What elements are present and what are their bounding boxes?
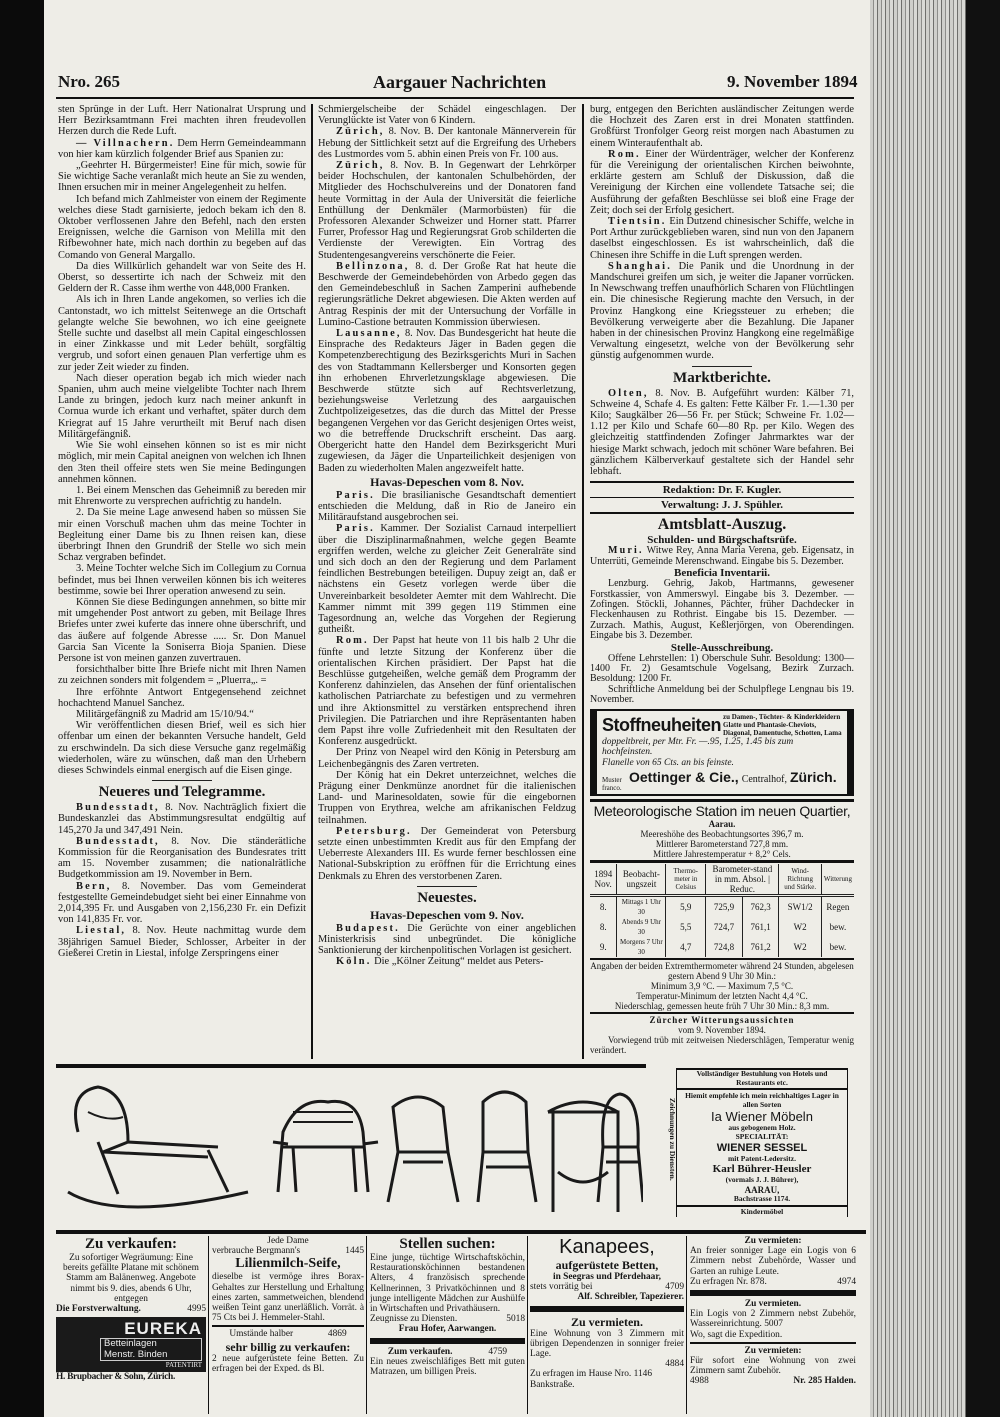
verwaltung: Verwaltung: J. J. Spühler. xyxy=(660,499,784,512)
moebel-addr: Bachstrasse 1174. xyxy=(733,1193,791,1203)
moebel-top: Vollständiger Bestuhlung von Hotels und Restaurants etc. xyxy=(677,1070,847,1090)
eureka-ad xyxy=(56,1317,206,1372)
meteo-cell: W2 xyxy=(779,917,821,937)
article-paragraph xyxy=(58,104,306,138)
paragraph-text: Wir veröffentlichen diesen Brief, weil es sich hier offenbar um einen der bekannten Versuche handelt, Geld zu erschwindeln. Da sich diese Versuche ganz regelmäßig wiederholen, wäre zu wünschen, daß man den Urhebern dieses Schwindels einmal energisch auf die Eisen ginge. xyxy=(58,720,306,776)
moebel-side-text: Zeichnungen zu Diensten. xyxy=(668,1098,677,1181)
meteo-cell: 761,1 xyxy=(742,917,779,937)
chair-drawing xyxy=(478,1092,536,1202)
paragraph-text: Der Gemeinderat von Petersburg setzte einen unbestimmten Kredit aus für den Empfang der Ueberreste Alexanders III. Es wurde ferner beschlossen eine National-Subskription zu eröffnen für die Errichtung eines Denkmals zu Ehren des verstorbenen Zaren. xyxy=(318,825,576,882)
article-paragraph xyxy=(58,836,306,881)
rocking-chair-drawing xyxy=(68,1087,248,1207)
ad-text: Für sofort eine Wohnung von zwei Zimmern samt Zubehör. xyxy=(690,1356,856,1377)
meteo-cell: W2 xyxy=(779,937,821,957)
paragraph-text: 8. Nov. Nachträglich fixiert die Bundeskanzlei das Abstimmungsresultat endgültig auf 145,270 Ja und 347,491 Nein. xyxy=(58,802,306,836)
meteo-cell: 725,9 xyxy=(706,896,743,918)
moebel-spec: SPECIALITÄT: xyxy=(735,1131,789,1141)
paragraph-text: 8. Nov. B. Aufgeführt wurden: Kälber 71, Schweine 4, Schafe 4. Es galten: Fette Kälber Fr. 1.—1.30 per Kilo; Saugkälber 26—56 Fr. per Stück; Schweine Fr. 1.02—1.12 per Kilo und Schafe 60—80 Rp. per Kilo. Wegen des gleichzeitig stattfindenden Zofinger Jahrmarktes war der hiesige Markt schwach, jedoch mit schöner Ware befahren. Bei gänzlichem Kälberverkauf gestaltete sich der Handel sehr lebhaft. xyxy=(590,387,854,478)
paragraph-text: Schmiergelscheibe der Schädel eingeschlagen. Der Verunglückte ist Vater von 6 Kindern. xyxy=(318,104,576,127)
dateline: Tientsin. xyxy=(608,216,667,228)
dateline: Muri. xyxy=(608,545,644,557)
stoff-city: Zürich. xyxy=(789,769,837,786)
paragraph-text: Der Prinz von Neapel wird den König in Petersburg am Leichenbegängnis des Zaren vertreten. xyxy=(318,747,576,770)
moebel-city: AARAU, xyxy=(744,1184,780,1195)
ad-text: 2 neue aufgerüstete feine Betten. Zu erfragen bei der Exped. ds Bl. xyxy=(212,1353,364,1374)
paragraph-text: Kammer. Der Sozialist Carnaud interpelliert über die Disziplinarmaßnahmen, welche gegen Beamte ergriffen werden, welche zu gleicher Zeit Generalräte sind und sich doch an den der Regierung und dem Parlament feindlichen Bestrebungen beteiligen. Dupuy zeigt an, daß er nächstens ein Gesetz vorlegen werde über die Unvereinbarkeit besoldeter Aemter mit dem Wahlrecht. Die Kammer nimmt mit 399 gegen 119 Stimmen eine Tagesordnung an, welche das Vorgehen der Regierung gutheißt. xyxy=(318,523,576,636)
meteo-row xyxy=(590,937,854,957)
amtsblatt-section: Stelle-Ausschreibung. xyxy=(670,641,774,654)
ad-text: Zu erfragen Nr. 878. xyxy=(690,1276,767,1287)
ad-divider xyxy=(208,1236,209,1414)
meteo-extrema: Angaben der beiden Extremthermometer während 24 Stunden, abgelesen gestern Abend 9 Uhr 30 Min.: xyxy=(590,961,854,982)
paragraph-text: Als ich in Ihren Lande angekomen, so verlies ich die Cantonstadt, wo ich mittelst Seitenwege an die Ortschaft gelangte welche Sie bewohnen, wo ich eine geeignete Stelle suchte und daselbst all mein Capital eingeschlossen in einer Zinkkasse und mit Leder behült, sorgfältig vergrub, und sofort einen genauen Plan verfertige uhm es zur jeder Zeit wieder zu finden. xyxy=(58,294,306,373)
moebel-bottom: Kindermöbel xyxy=(677,1205,847,1217)
article-paragraph xyxy=(58,881,306,926)
dateline: Bern, xyxy=(76,880,112,892)
ad-number: 4709 xyxy=(665,1282,684,1293)
ad-title: Zu vermieten. xyxy=(744,1299,802,1310)
ad-title: Zu vermieten: xyxy=(744,1236,802,1246)
paragraph-text: Einer der Würdenträger, welcher der Konferenz für die Vereinigung der orientalischen Kirchen beiwohnte, erklärte gestern am Schluß der Diskussion, daß die Vereinigung der Kirchen eine vollendete Tatsache sei; die Ausführung der gefaßten Beschlüsse sei bloß eine Frage der Zeit; doch sei der Erfolg gesichert. xyxy=(590,148,854,216)
dateline: Shanghai. xyxy=(608,260,672,272)
ad-text: An freier sonniger Lage ein Logis von 6 Zimmern nebst Zubehörde, Wasser und Garten an ruhige Leute. xyxy=(690,1246,856,1277)
dateline: Lausanne, xyxy=(336,328,402,340)
ad-signature: Frau Hofer, Aarwangen. xyxy=(398,1324,497,1335)
paragraph-text: Die brasilianische Gesandtschaft dementiert entschieden die Meldung, daß in Rio de Janeiro ein Militäraufstand ausgebrochen sei. xyxy=(318,489,576,524)
amtsblatt-section: Schulden- und Bürgschaftsrüfe. xyxy=(647,534,797,547)
ad-text: dieselbe ist vermöge ihres Borax-Gehaltes zur Herstellung und Erhaltung eines zarten, sammetweichen, blendend weißen Teint ganz unerläßlich. Vorrät. à 75 Cts bei J. Hemmeler-Stahl. xyxy=(212,1272,364,1324)
dateline: Zürich, xyxy=(336,160,385,172)
armchair-drawing xyxy=(273,1101,378,1192)
column-3 xyxy=(590,104,854,477)
meteo-cell: 4,7 xyxy=(666,937,706,957)
meteo-cell: bew. xyxy=(821,937,854,957)
masthead-title: Aargauer Nachrichten xyxy=(373,72,547,92)
ad-zu-verkaufen xyxy=(56,1236,206,1314)
forecast-text: Vorwiegend trüb mit zeitweisen Niederschlägen, Temperatur wenig verändert. xyxy=(590,1035,854,1056)
paragraph-text: 8. Nov. B. Der kantonale Männerverein für Hebung der Sittlichkeit setzt auf die Ergreifung des Urhebers des Lustmordes vom 5. abhin einen Preis von Fr. 100 aus. xyxy=(318,126,576,160)
article-paragraph xyxy=(318,104,576,126)
ad-divider xyxy=(686,1236,687,1414)
eureka-firm: H. Brupbacher & Sohn, Zürich. xyxy=(56,1372,176,1383)
ad-text: Ein neues zweischläfiges Bett mit guten Matrazen, um billigen Preis. xyxy=(370,1356,525,1378)
article-paragraph xyxy=(58,925,306,959)
paragraph-text: 8. Nov. Das Bundesgericht hat heute die Einsprache des Redakteurs Jäger in Baden gegen die Kompetenzberechtigung des Bezirksgerichts Muri in Sachen des von Stadtammann Kellersberger und Konsorten gegen ihn erhobenen Ehrverletzungsklage abgewiesen. Die Beschwerde stützte sich auf Rechtsverletzung, beziehungsweise Verletzung des aargauischen Zuchtpolizeigesetzes, das die durch das Mittel der Presse begangenen Vergehen vor das Gericht desjenigen Ortes weist, wo die betreffende Druckschrift erscheint. Das aarg. Obergericht hatte den Handel dem Bezirksgericht Muri zugewiesen, da Jäger die Unparteilichkeit desjenigen von Baden zu wiederholten Malen angezweifelt hatte. xyxy=(318,328,576,474)
paragraph-text: 1. Bei einem Menschen das Geheimniß zu bereden mir mit Ehrenworte zu versprechen aufrichtig zu handeln. xyxy=(58,484,306,508)
issue-date: 9. November 1894 xyxy=(727,72,858,91)
right-column xyxy=(590,104,854,1055)
forecast-date: vom 9. November 1894. xyxy=(678,1025,766,1036)
ad-number: 4869 xyxy=(327,1329,347,1340)
ad-text: Ein Logis von 2 Zimmern nebst Zubehör, Wassereinrichtung. xyxy=(690,1309,856,1330)
chair-drawing xyxy=(598,1094,643,1202)
ad-text: stets vorrätig bei xyxy=(530,1282,593,1293)
amtsblatt-section: Beneficia Inventarii. xyxy=(674,567,770,580)
meteo-cell: 8. xyxy=(599,902,607,913)
paragraph-text: Dem Herrn Gemeindeammann von hier kam kürzlich folgender Brief aus Spanien zu: xyxy=(58,137,307,160)
ad-text: aufgerüstete Betten, xyxy=(555,1258,659,1272)
wiener-moebel-ad xyxy=(648,1068,860,1217)
article-paragraph xyxy=(318,747,576,769)
article-paragraph xyxy=(58,709,306,720)
paragraph-text: 8. Nov. Die ständerätliche Kommission für die Reorganisation des Bundesrates tritt am 15. November zusammen; die nationalrätliche Budgetkommission am 19. November in Bern. xyxy=(58,835,306,881)
ad-title: Kanapees, xyxy=(559,1236,655,1258)
article-paragraph xyxy=(318,826,576,882)
meteo-minmax: Minimum 3,9 °C. — Maximum 7,5 °C. xyxy=(650,981,794,992)
ads-rule xyxy=(56,1230,866,1234)
ad-text: Eine junge, tüchtige Wirtschaftsköchin, Restaurationsköchinnen bestandenen Alters, 4 französisch sprechende Kellnerinnen, 3 Privatköchinnen und 8 junge intelligente Mädchen zur Aushülfe in Wirtschaften und Privathäusern. xyxy=(370,1253,525,1315)
section-divider xyxy=(417,886,477,887)
ad-text: Zeugnisse zu Diensten. xyxy=(370,1314,458,1325)
article-paragraph xyxy=(318,261,576,328)
paragraph-text: 8. d. Der Große Rat hat heute die Beschwerde der Gemeindebehörden von Arbedo gegen das den Gemeindebeschluß in Sachen Zamperini aufhebende regierungsrätliche Dekret abgewiesen. Die Akten werden auf Antrag Respinis der mit der Untersuchung der Vorfälle in Lumino-Castione betrauten Kommission überwiesen. xyxy=(318,260,576,328)
ad-number: 4988 xyxy=(690,1376,709,1387)
furniture-illustration xyxy=(58,1072,643,1227)
dateline: Paris. xyxy=(336,489,375,501)
stoff-firm: Oettinger & Cie., xyxy=(629,769,739,786)
col-header: Barometer-stand in mm. Absol. | Reduc. xyxy=(706,864,779,896)
paragraph-text: Der König hat ein Dekret unterzeichnet, welches die Prägung einer Denkmünze anordnet für die italienischen Land- und Marinesoldaten, sowie für die eingebornen Truppen von Erythrea, welche am afrikanischen Feldzug teilnahmen. xyxy=(318,769,576,826)
section-heading: Neuestes. xyxy=(417,889,477,906)
article-paragraph xyxy=(58,563,306,597)
amtsblatt xyxy=(590,516,854,705)
article-paragraph xyxy=(58,597,306,664)
dateline: Köln. xyxy=(336,956,372,968)
paragraph-text: Können Sie diese Bedingungen annehmen, so bitte mir mit umgehender Post antwort zu geben, mit Beilage Ihres Briefes unter zwei kuferte das innere ohne überschrift, und das äußere auf folgende Abresse ..... Sr. Don Manuel Garcia San Vicente la Soniserra Bioja Spanien. Diese Persone ist von meinen ganzen zuvertrauen. xyxy=(58,596,306,664)
ad-number: 5007 xyxy=(764,1319,783,1330)
col-header: 1894 Nov. xyxy=(590,864,617,896)
ad-signature: Alf. Schreibler, Tapezierer. xyxy=(577,1292,684,1303)
stoff-place: Centralhof, xyxy=(741,774,787,786)
header-rule xyxy=(56,97,854,99)
chair-drawing xyxy=(388,1097,458,1202)
paragraph-text: Wie Sie wohl einsehen können so ist es mir nicht möglich, mir mein Capital aneignen von welchen ich Ihnen den 3ten theil offeire stets wen Sie meine Bedingungen annehmen können. xyxy=(58,440,306,485)
ad-title: Zum verkaufen. xyxy=(387,1346,453,1357)
dateline: Bundesstadt, xyxy=(76,835,160,847)
article-paragraph xyxy=(318,328,576,474)
ad-text: Zu sofortiger Wegräumung: Eine bereits gefällte Platane mit schönem Stamm am Balänenweg. Angebote nimmt bis 9. dies, abends 6 Uhr, entgegen xyxy=(63,1253,199,1304)
meteo-info: Mittlere Jahrestemperatur + 8,2° Cels. xyxy=(653,849,791,860)
paragraph-text: Ich befand mich Zahlmeister von einem der Regimente welches diese Stadt garnisierte, jedoch bekam ich den 8. Oktober verflossenen Jahre den Befehl, nach den ersten Ereignissen, welche die Garnison von Melilla mit den Rifbewohner hate, mich nach dorthin zu begeben auf das Comando von General Margallo. xyxy=(58,193,306,261)
ad-top: Jede Dame xyxy=(267,1236,309,1246)
meteo-cell: Regen xyxy=(821,896,854,918)
dateline: Budapest. xyxy=(336,922,400,934)
article-paragraph xyxy=(58,687,306,709)
column-2 xyxy=(318,104,576,968)
article-paragraph xyxy=(590,149,854,216)
eureka-line: Menstr. Binden xyxy=(104,1348,168,1360)
meteo-cell: 9. xyxy=(599,942,607,953)
col-header: Witterung xyxy=(821,864,854,896)
moebel-intro: Hiemit empfehle ich mein reichhaltiges Lager in allen Sorten xyxy=(685,1091,839,1109)
article-paragraph xyxy=(58,261,306,295)
dateline: Rom. xyxy=(336,635,369,647)
stoff-flanelle: Flanelle von 65 Cts. an bis feinste. xyxy=(602,757,734,768)
col-header: Beobacht-ungszeit xyxy=(617,864,666,896)
article-paragraph xyxy=(590,388,854,478)
col-header: Thermo-meter in Celsius xyxy=(666,864,706,896)
dateline: Bundesstadt, xyxy=(76,802,160,814)
ad-number: 4995 xyxy=(187,1304,206,1315)
paragraph-text: forsichthalber bitte Ihre Briefe nicht mit Ihren Namen zu zeichnen sonders mit folgendem = „Pluerra„. = xyxy=(58,664,306,687)
article-paragraph xyxy=(58,664,306,686)
section-divider xyxy=(152,780,212,781)
page-edges xyxy=(870,0,1000,1417)
article-paragraph xyxy=(58,194,306,261)
ad-stellen-suchen xyxy=(370,1236,525,1377)
stoff-muster: Muster franco. xyxy=(602,776,622,793)
moebel-firm: Karl Bührer-Heusler xyxy=(712,1163,812,1176)
article-paragraph xyxy=(318,956,576,967)
article-paragraph xyxy=(58,507,306,563)
article-paragraph xyxy=(590,216,854,261)
article-paragraph xyxy=(590,104,854,149)
ad-kanapees xyxy=(530,1236,684,1390)
ad-divider xyxy=(366,1236,367,1414)
dateline: Liestal, xyxy=(76,925,127,937)
ad-band-rule xyxy=(56,1064,646,1068)
notice-text: Lenzburg. Gehrig, Jakob, Hartmanns, gewesener Forstkassier, von Ammerswyl. Eingabe bis 3. Dezember. — Zofingen. Stöckli, Johannes, Pächter, früher Dachdecker in Fleckenhausen zu Rothrist. Eingabe bis 15. Dezember. — Zurzach. Mathis, August, Keßlerjörgen, von Oberendingen. Eingabe bis 3. Dezember. xyxy=(590,578,854,642)
moebel-leder: mit Patent-Ledersitz. xyxy=(728,1153,796,1163)
meteo-city: Aarau. xyxy=(708,819,736,830)
meteo-cell: SW1/2 xyxy=(779,896,821,918)
eureka-brand: EUREKA xyxy=(124,1319,202,1339)
ad-text: Eine Wohnung von 3 Zimmern mit übrigen Dependenzen in sonniger freier Lage. xyxy=(530,1328,684,1360)
moebel-prev: (vormals J. J. Bührer), xyxy=(725,1175,799,1185)
section-heading: Neueres und Telegramme. xyxy=(98,784,266,801)
section-heading: Marktberichte. xyxy=(673,369,771,386)
ad-title: sehr billig zu verkaufen: xyxy=(225,1339,351,1354)
eureka-patent: PATENTIRT xyxy=(165,1361,202,1370)
forecast-title: Zürcher Witterungsaussichten xyxy=(649,1015,795,1026)
ad-number: 1445 xyxy=(345,1246,364,1257)
article-paragraph xyxy=(58,485,306,507)
meteo-cell: 724,7 xyxy=(706,917,743,937)
ad-text: in Seegras und Pferdehaar, xyxy=(553,1272,661,1282)
meteo-cell: 762,3 xyxy=(742,896,779,918)
ad-title: Stellen suchen: xyxy=(399,1236,496,1252)
paragraph-text: sten Sprünge in der Luft. Herr Nationalrat Ursprung und Herr Bezirksamtmann Frei machten ihren freudevollen Herzen durch die Rede Luft. xyxy=(58,104,306,138)
meteo-cell: 5,9 xyxy=(666,896,706,918)
table-drawing xyxy=(548,1102,618,1212)
meteo-cell: bew. xyxy=(821,917,854,937)
paragraph-text: Militärgefängniß zu Madrid am 15/10/94.“ xyxy=(76,708,254,720)
eureka-line: Betteinlagen xyxy=(104,1338,157,1350)
meteo-cell: 761,2 xyxy=(742,937,779,957)
article-paragraph xyxy=(58,373,306,440)
ad-signature: Nr. 285 Halden. xyxy=(793,1376,856,1387)
article-paragraph xyxy=(58,160,306,194)
issue-number: Nro. 265 xyxy=(58,72,121,91)
article-paragraph xyxy=(58,294,306,372)
paragraph-text: Die „Kölner Zeitung“ meldet aus Peters- xyxy=(371,956,544,968)
article-paragraph xyxy=(318,160,576,261)
article-paragraph xyxy=(318,126,576,160)
meteo-cell: Morgens 7 Uhr 30 xyxy=(617,937,666,957)
ad-title: Zu vermieten. xyxy=(571,1314,643,1329)
paragraph-text: 8. Nov. B. In Gegenwart der Lehrkörper beider Hochschulen, der kantonalen Schulbehörden, der Mitglieder des Hochschulvereins und der Donatoren fand heute Vormittag in der Aula der Universität die feierliche Enthüllung der Denkmäler (Marmorbüsten) für die Professoren Alexander Schweizer und Horner statt. Pfarrer Furrer, Professor Hag und Regierungsrat Grob schilderten die Verdienste der Verewigten. Ein Vortrag des Studentengesangvereins verschönerte die Feier. xyxy=(318,160,576,261)
stoff-prices: doppeltbreit, per Mtr. Fr. —.95, 1.25, 1.45 bis zum hochfeinsten. xyxy=(602,736,794,758)
ad-text: Wo, sagt die Expedition. xyxy=(690,1329,783,1340)
paragraph-text: 2. Da Sie meine Lage anwesend haben so müssen Sie mir einen Vorschuß machen uhm das meine Tochter in Begleitung einer Dame bis zu Ihnen reisen kan, diese überbringt Ihnen den Grundriß der Stelle wo sich mein Schaz vergraben befindet. xyxy=(58,507,306,564)
paragraph-text: 3. Meine Tochter welche Sich im Collegium zu Cornua befindet, mus bei Ihnen verweilen können bis ich weiteres bestimme, sowie bei Ihrer operation anwesend zu sein. xyxy=(58,563,306,597)
article-paragraph xyxy=(318,523,576,635)
ad-text: verbrauche Bergmann's xyxy=(212,1246,301,1257)
article-paragraph xyxy=(58,138,306,160)
notice-text: Witwe Rey, Anna Maria Verena, geb. Eigensatz, in Unterrüti, Gemeinde Merenschwand. Eingabe bis 5. Dezember. xyxy=(590,545,854,567)
article-paragraph xyxy=(590,261,854,362)
ad-text: Zu erfragen im Hause Nro. 1146 Bankstraße. xyxy=(530,1369,653,1390)
paragraph-text: Die Panik und die Unordnung in der Mandschurei greifen um sich, je weiter die Japaner vorrücken. In Newschwang treffen unaufhörlich Scharen von Flüchtlingen ein. Die chinesische Regierung machte den Versuch, in der Provinz Hangkong eine Kriegssteuer zu erheben; die Bevölkerung verweigerte aber die Bezahlung. Die Japaner haben in der chinesischen Provinz Hangkong eine regelmäßige Verwaltung eingesetzt, welche von der Bevölkerung sehr günstig aufgenommen wurde. xyxy=(590,260,854,362)
ad-lilienmilch xyxy=(212,1236,364,1374)
moebel-sessel: WIENER SESSEL xyxy=(716,1141,808,1154)
moebel-sub: aus gebogenem Holz. xyxy=(728,1123,796,1133)
ad-number: 5018 xyxy=(506,1314,525,1325)
ad-number: 4759 xyxy=(488,1346,508,1357)
stoff-title: Stoffneuheiten xyxy=(602,714,721,735)
paragraph-text: burg, entgegen den Berichten ausländischer Zeitungen werde die Hochzeit des Zaren erst in drei Monaten stattfinden. Großfürst Tronfolger Georg reist morgen nach Abastumen zu einem Winteraufenthalt ab. xyxy=(590,104,854,149)
article-paragraph xyxy=(318,490,576,524)
meteo-row xyxy=(590,896,854,918)
ad-column-1 xyxy=(56,1236,206,1382)
paragraph-text: Der Papst hat heute von 11 bis halb 2 Uhr die fünfte und letzte Sitzung der Konferenz über die orientalischen Kirchen präsidiert. Der Papst hat die Beschlüsse gutgeheißen, welche gemäß dem Programm der Konferenz dahinzielen, das Ansehen der fünf orientalischen katholischen Patriarchate zu befestigen und zu vermehren und ihre Aktionsmittel zu verstärken entsprechend ihren Privilegien. Die Patriarchen und ihre Repräsentanten haben dem Papst ihre volle Zufriedenheit mit den Resultaten der Konferenz ausgedrückt. xyxy=(318,635,576,748)
ad-title: Zu vermieten: xyxy=(744,1345,802,1356)
meteo-precip: Niederschlag, gemessen heute früh 7 Uhr 30 Min.: 8,3 mm. xyxy=(614,1001,830,1012)
ad-title: Lilienmilch-Seife, xyxy=(235,1256,341,1272)
dateline: Bellinzona, xyxy=(336,260,410,272)
meteo-cell: Abends 9 Uhr 30 xyxy=(617,917,666,937)
paragraph-text: Da dies Willkürlich gehandelt war von Seite des H. Oberst, so dessertirte ich nach der Schweiz mit den Geldern der R. Casse ihm werthe von 448,000 Franken. xyxy=(58,260,306,295)
stoff-desc: zu Damen-, Töchter- & Kinderkleidern Glatte und Phantasie-Cheviots, Diagonal, Damentuche, Schotten, Lama xyxy=(723,712,842,737)
meteo-cell: Mittags 1 Uhr 30 xyxy=(617,896,666,918)
paragraph-text: Die Gerüchte von einer angeblichen Ministerkrisis sind unbegründet. Die königliche Sanktionierung der kirchenpolitischen Vorlagen ist gesichert. xyxy=(318,922,576,957)
section-divider xyxy=(692,366,752,367)
ad-number: 4884 xyxy=(665,1359,684,1370)
paragraph-text: Nach dieser operation begab ich mich wieder nach Spanien, uhm auch meine vielgelibte Tochter nach Ihrem Lande zu bringen, jedoch kurz nach meiner ankunft in Cornua wurde ich erkant und verhaftet, später durch dem Kriegrat auf 15 Jahre verurtheilt mit Beruf nach disen Militärgefängniß. xyxy=(58,372,306,440)
meteo-info: Meereshöhe des Beobachtungsortes 396,7 m. xyxy=(640,829,804,840)
column-divider xyxy=(311,104,313,1059)
column-divider xyxy=(582,104,584,1059)
article-paragraph xyxy=(58,802,306,836)
dateline: Petersburg. xyxy=(336,825,412,837)
dateline: Rom. xyxy=(608,148,641,160)
meteo-title: Meteorologische Station im neuen Quartier, xyxy=(593,803,851,820)
paragraph-text: Ihre erföhnte Antwort Entgegensehend zeichnet hochachtend Manuel Sanchez. xyxy=(58,686,306,709)
article-paragraph xyxy=(318,923,576,957)
notice-text: Schriftliche Anmeldung bei der Schulpflege Lengnau bis 19. November. xyxy=(590,683,854,706)
amtsblatt-title: Amtsblatt-Auszug. xyxy=(657,516,787,534)
dateline: Zürich, xyxy=(336,126,385,138)
section-heading: Havas-Depeschen vom 8. Nov. xyxy=(370,474,524,489)
column-1 xyxy=(58,104,306,959)
paragraph-text: Ein Dutzend chinesischer Schiffe, welche in Port Arthur zurückgeblieben waren, sind nun von den Japanern daselbst eingeschlossen. Es ist wahrscheinlich, daß die Chinesen ihre Schiffe in die Luft sprengen werden. xyxy=(590,216,854,261)
article-paragraph xyxy=(318,770,576,826)
meteo-station xyxy=(590,799,854,1055)
ad-zu-vermieten xyxy=(690,1236,856,1387)
meteo-table xyxy=(590,864,854,957)
meteo-night-min: Temperatur-Minimum der letzten Nacht 4,4 °C. xyxy=(636,991,808,1002)
dateline: Paris. xyxy=(336,523,375,535)
section-heading: Havas-Depeschen vom 9. Nov. xyxy=(370,907,524,922)
article-paragraph xyxy=(58,440,306,485)
ad-title: Zu verkaufen: xyxy=(84,1236,178,1252)
dateline: — Villnachern. xyxy=(76,137,175,149)
meteo-row xyxy=(590,917,854,937)
ad-number: 4974 xyxy=(837,1276,856,1287)
stoff-ad xyxy=(590,709,854,797)
meteo-info: Mittlerer Barometerstand 727,8 mm. xyxy=(655,839,789,850)
notice-text: Offene Lehrstellen: 1) Oberschule Suhr. Besoldung: 1300—1400 Fr. 2) Gesamtschule Vogelsang, Bezirk Zurzach. Besoldung: 1200 Fr. xyxy=(590,652,854,685)
ad-top: Umstände halber xyxy=(229,1329,294,1340)
paragraph-text: 8. Nov. Heute nachmittag wurde dem 38jährigen Samuel Bieder, Schlosser, Arbeiter in der Gießerei Cretin in Liestal, infolge Zerspringens einer xyxy=(58,925,306,959)
meteo-cell: 5,5 xyxy=(666,917,706,937)
col-header: Wind-Richtung und Stärke. xyxy=(779,864,821,896)
redaktion: Redaktion: Dr. F. Kugler. xyxy=(662,484,782,497)
staff-box xyxy=(590,481,854,514)
meteo-cell: 724,8 xyxy=(706,937,743,957)
article-paragraph xyxy=(58,720,306,776)
dateline: Olten, xyxy=(608,387,649,399)
article-paragraph xyxy=(318,635,576,747)
moebel-main: Ia Wiener Möbeln xyxy=(711,1109,813,1125)
meteo-cell: 8. xyxy=(599,922,607,933)
ad-signature: Die Forstverwaltung. xyxy=(56,1304,141,1315)
paragraph-text: „Geehrter H. Bürgermeister! Eine für mich, sowie für Sie wichtige Sache veranlaßt mich heute an Sie zu wenden, Ihnen ersuchen mir in meiner Angelegenheit zu helfen. xyxy=(58,160,306,194)
paragraph-text: 8. November. Das vom Gemeinderat festgestellte Gemeindebudget sieht bei einer Einnahme von 2,014,395 Fr. und Ausgaben von 2,156,230 Fr. ein Defizit von 141,835 Fr. vor. xyxy=(58,880,306,926)
ad-divider xyxy=(527,1236,528,1414)
